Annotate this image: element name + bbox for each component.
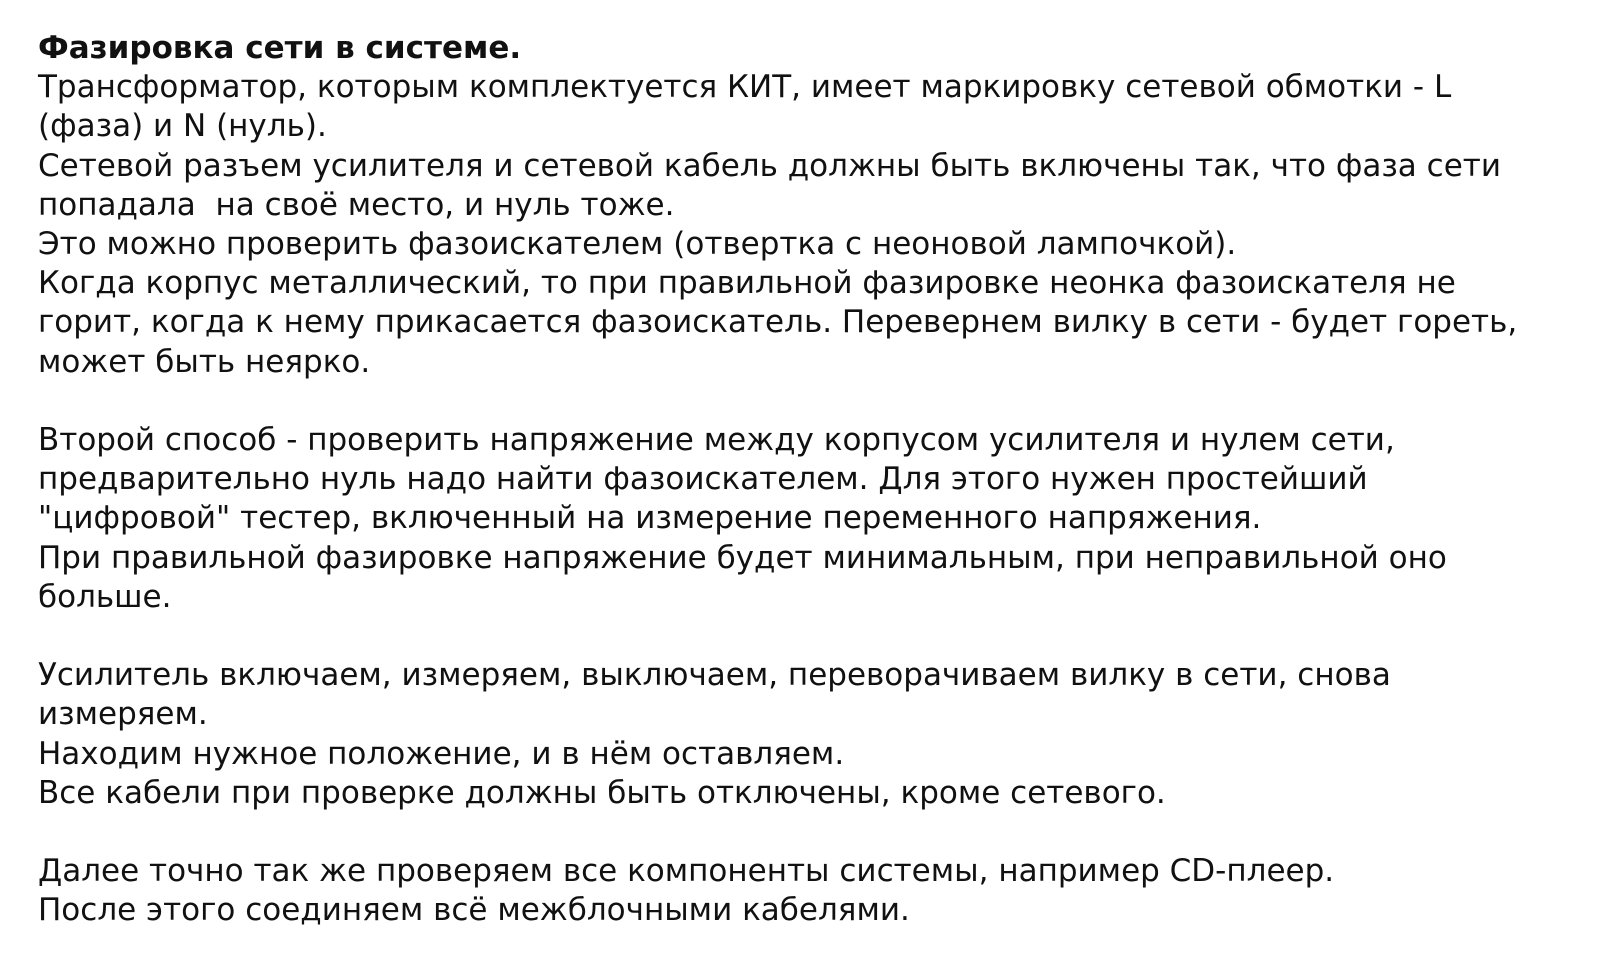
paragraph-gap	[38, 813, 1598, 852]
text-line: может быть неярко.	[38, 343, 371, 380]
document-body	[38, 29, 1598, 931]
text-line: предварительно нуль надо найти фазоискателем. Для этого нужен простейший	[38, 461, 1368, 498]
text-line: Когда корпус металлический, то при правильной фазировке неонка фазоискателя не	[38, 265, 1456, 302]
text-line: Сетевой разъем усилителя и сетевой кабель должны быть включены так, что фаза сети	[38, 147, 1501, 184]
text-line: Все кабели при проверке должны быть отключены, кроме сетевого.	[38, 774, 1166, 811]
text-line: Второй способ - проверить напряжение между корпусом усилителя и нулем сети,	[38, 422, 1395, 459]
text-line: (фаза) и N (нуль).	[38, 108, 327, 145]
text-line: больше.	[38, 578, 172, 615]
text-line: горит, когда к нему прикасается фазоискатель. Перевернем вилку в сети - будет гореть,	[38, 304, 1518, 341]
paragraph-gap	[38, 617, 1598, 656]
text-line: После этого соединяем всё межблочными кабелями.	[38, 892, 910, 929]
text-line: попадала на своё место, и нуль тоже.	[38, 186, 675, 223]
text-line: измеряем.	[38, 696, 208, 733]
text-line: Это можно проверить фазоискателем (отвертка с неоновой лампочкой).	[38, 226, 1237, 263]
paragraph-gap	[38, 382, 1598, 421]
text-line: Далее точно так же проверяем все компоненты системы, например CD-плеер.	[38, 853, 1335, 890]
text-line: При правильной фазировке напряжение будет минимальным, при неправильной оно	[38, 539, 1447, 576]
text-line: "цифровой" тестер, включенный на измерение переменного напряжения.	[38, 500, 1262, 537]
document-title: Фазировка сети в системе.	[38, 30, 522, 66]
text-line: Усилитель включаем, измеряем, выключаем, переворачиваем вилку в сети, снова	[38, 657, 1391, 694]
text-line: Находим нужное положение, и в нём оставляем.	[38, 735, 845, 772]
text-line: Трансформатор, которым комплектуется КИТ, имеет маркировку сетевой обмотки - L	[38, 69, 1452, 106]
